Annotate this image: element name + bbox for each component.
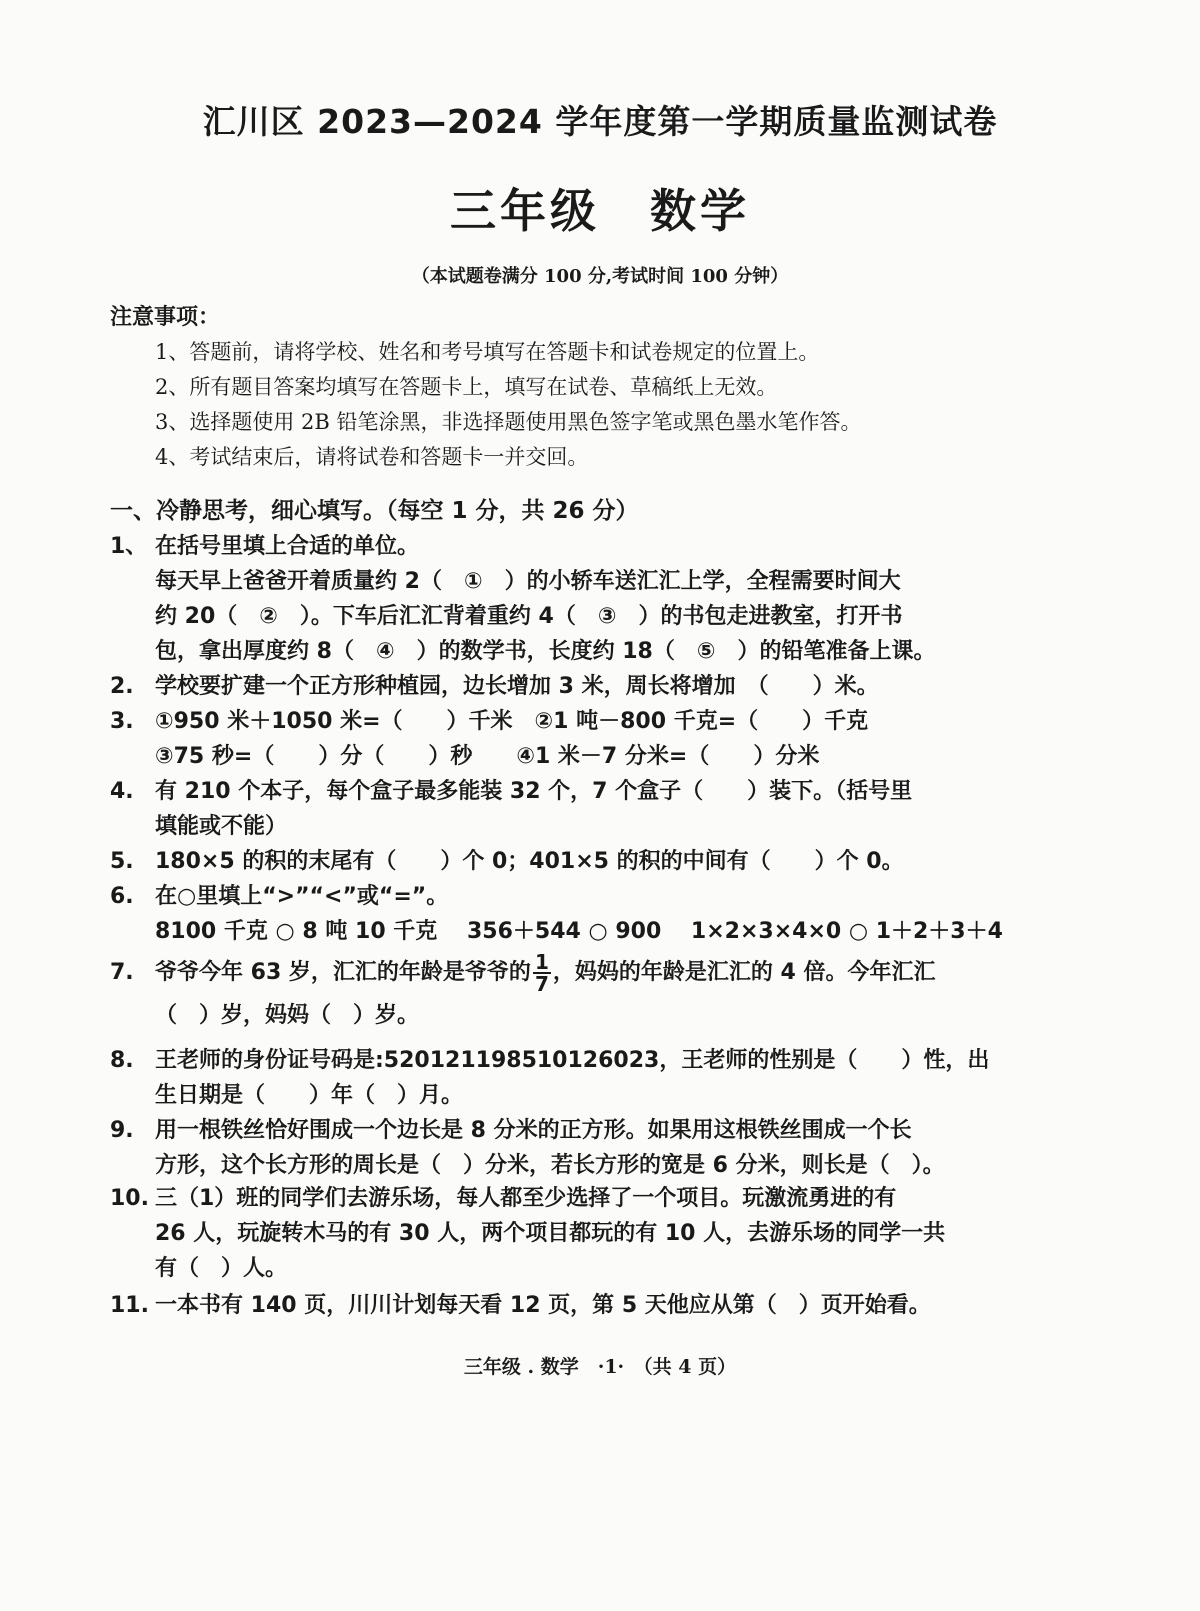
question-text: 26 人，玩旋转木马的有 30 人，两个项目都玩的有 10 人，去游乐场的同学一共: [155, 1221, 946, 1246]
notice-list: [155, 335, 1055, 475]
question-text: 每天早上爸爸开着质量约 2（ ① ）的小轿车送汇汇上学，全程需要时间大: [155, 569, 901, 594]
page-footer: 三年级 . 数学 ·1· （共 4 页）: [463, 1356, 737, 1378]
question-text: 学校要扩建一个正方形种植园，边长增加 3 米，周长将增加 （ ）米。: [155, 674, 879, 699]
question-10: [110, 1181, 1010, 1286]
subject-title: 三年级 数学: [450, 184, 750, 238]
question-text: 有 210 个本子，每个盒子最多能装 32 个，7 个盒子（ ）装下。（括号里: [155, 779, 913, 804]
question-4: [110, 774, 1010, 844]
question-3: [110, 704, 1010, 774]
exam-title: 汇川区 2023—2024 学年度第一学期质量监测试卷: [202, 102, 998, 141]
section-heading: 一、冷静思考，细心填写。（每空 1 分，共 26 分）: [110, 498, 639, 524]
fraction-numerator: 1: [534, 950, 549, 974]
notice-item: 4、考试结束后，请将试卷和答题卡一并交回。: [155, 445, 589, 469]
question-number: 11.: [110, 1293, 149, 1318]
question-8: [110, 1043, 1010, 1113]
notice-item: 3、选择题使用 2B 铅笔涂黑，非选择题使用黑色签字笔或黑色墨水笔作答。: [155, 410, 862, 434]
question-number: 2.: [110, 674, 134, 699]
question-number: 1、: [110, 534, 148, 559]
notice-heading: 注意事项：: [110, 304, 221, 330]
question-text: 在括号里填上合适的单位。: [155, 534, 420, 559]
question-text: 王老师的身份证号码是:520121198510126023，王老师的性别是（ ）性，出: [155, 1048, 990, 1073]
question-11: [110, 1288, 1010, 1323]
question-text: ③75 秒=（ ）分（ ）秒 ④1 米－7 分米=（ ）分米: [155, 744, 820, 769]
question-number: 8.: [110, 1048, 134, 1073]
question-text: 用一根铁丝恰好围成一个边长是 8 分米的正方形。如果用这根铁丝围成一个长: [155, 1118, 912, 1143]
question-text: 生日期是（ ）年（ ）月。: [155, 1083, 464, 1108]
question-5: [110, 844, 1010, 879]
question-number: 5.: [110, 849, 134, 874]
question-text: 填能或不能）: [155, 814, 288, 839]
question-number: 6.: [110, 884, 134, 909]
question-text: （ ）岁，妈妈（ ）岁。: [155, 1003, 420, 1028]
question-text: ，妈妈的年龄是汇汇的 4 倍。今年汇汇: [552, 960, 936, 985]
question-6: [110, 879, 1010, 949]
question-7: [110, 952, 1010, 1033]
question-text: 约 20（ ② ）。下车后汇汇背着重约 4（ ③ ）的书包走进教室，打开书: [155, 604, 903, 629]
notice-item: 1、答题前，请将学校、姓名和考号填写在答题卡和试卷规定的位置上。: [155, 340, 820, 364]
question-text: 方形，这个长方形的周长是（ ）分米，若长方形的宽是 6 分米，则长是（ ）。: [155, 1153, 945, 1178]
question-number: 3.: [110, 709, 134, 734]
question-text: 包，拿出厚度约 8（ ④ ）的数学书，长度约 18（ ⑤ ）的铅笔准备上课。: [155, 639, 936, 664]
question-9: [110, 1113, 1010, 1183]
fraction-denominator: 7: [534, 972, 549, 996]
question-text: 8100 千克 ○ 8 吨 10 千克 356＋544 ○ 900 1×2×3×4×0 ○ 1＋2＋3＋4: [155, 919, 1003, 944]
question-text: 爷爷今年 63 岁，汇汇的年龄是爷爷的: [155, 960, 531, 985]
question-number: 9.: [110, 1118, 134, 1143]
notice-item: 2、所有题目答案均填写在答题卡上，填写在试卷、草稿纸上无效。: [155, 375, 778, 399]
question-number: 4.: [110, 779, 134, 804]
question-text: 在○里填上“>”“<”或“=”。: [155, 884, 449, 909]
fraction: [533, 952, 551, 994]
exam-note: （本试题卷满分 100 分,考试时间 100 分钟）: [411, 266, 789, 287]
question-number: 10.: [110, 1186, 149, 1211]
question-text: 一本书有 140 页，川川计划每天看 12 页，第 5 天他应从第（ ）页开始看。: [155, 1293, 931, 1318]
question-1: [110, 529, 1010, 669]
question-number: 7.: [110, 960, 134, 985]
question-2: [110, 669, 1010, 704]
question-text: 有（ ）人。: [155, 1256, 288, 1281]
question-text: 180×5 的积的末尾有（ ）个 0；401×5 的积的中间有（ ）个 0。: [155, 849, 904, 874]
question-text: ①950 米＋1050 米=（ ）千米 ②1 吨－800 千克=（ ）千克: [155, 709, 869, 734]
question-text: 三（1）班的同学们去游乐场，每人都至少选择了一个项目。玩激流勇进的有: [155, 1186, 897, 1211]
